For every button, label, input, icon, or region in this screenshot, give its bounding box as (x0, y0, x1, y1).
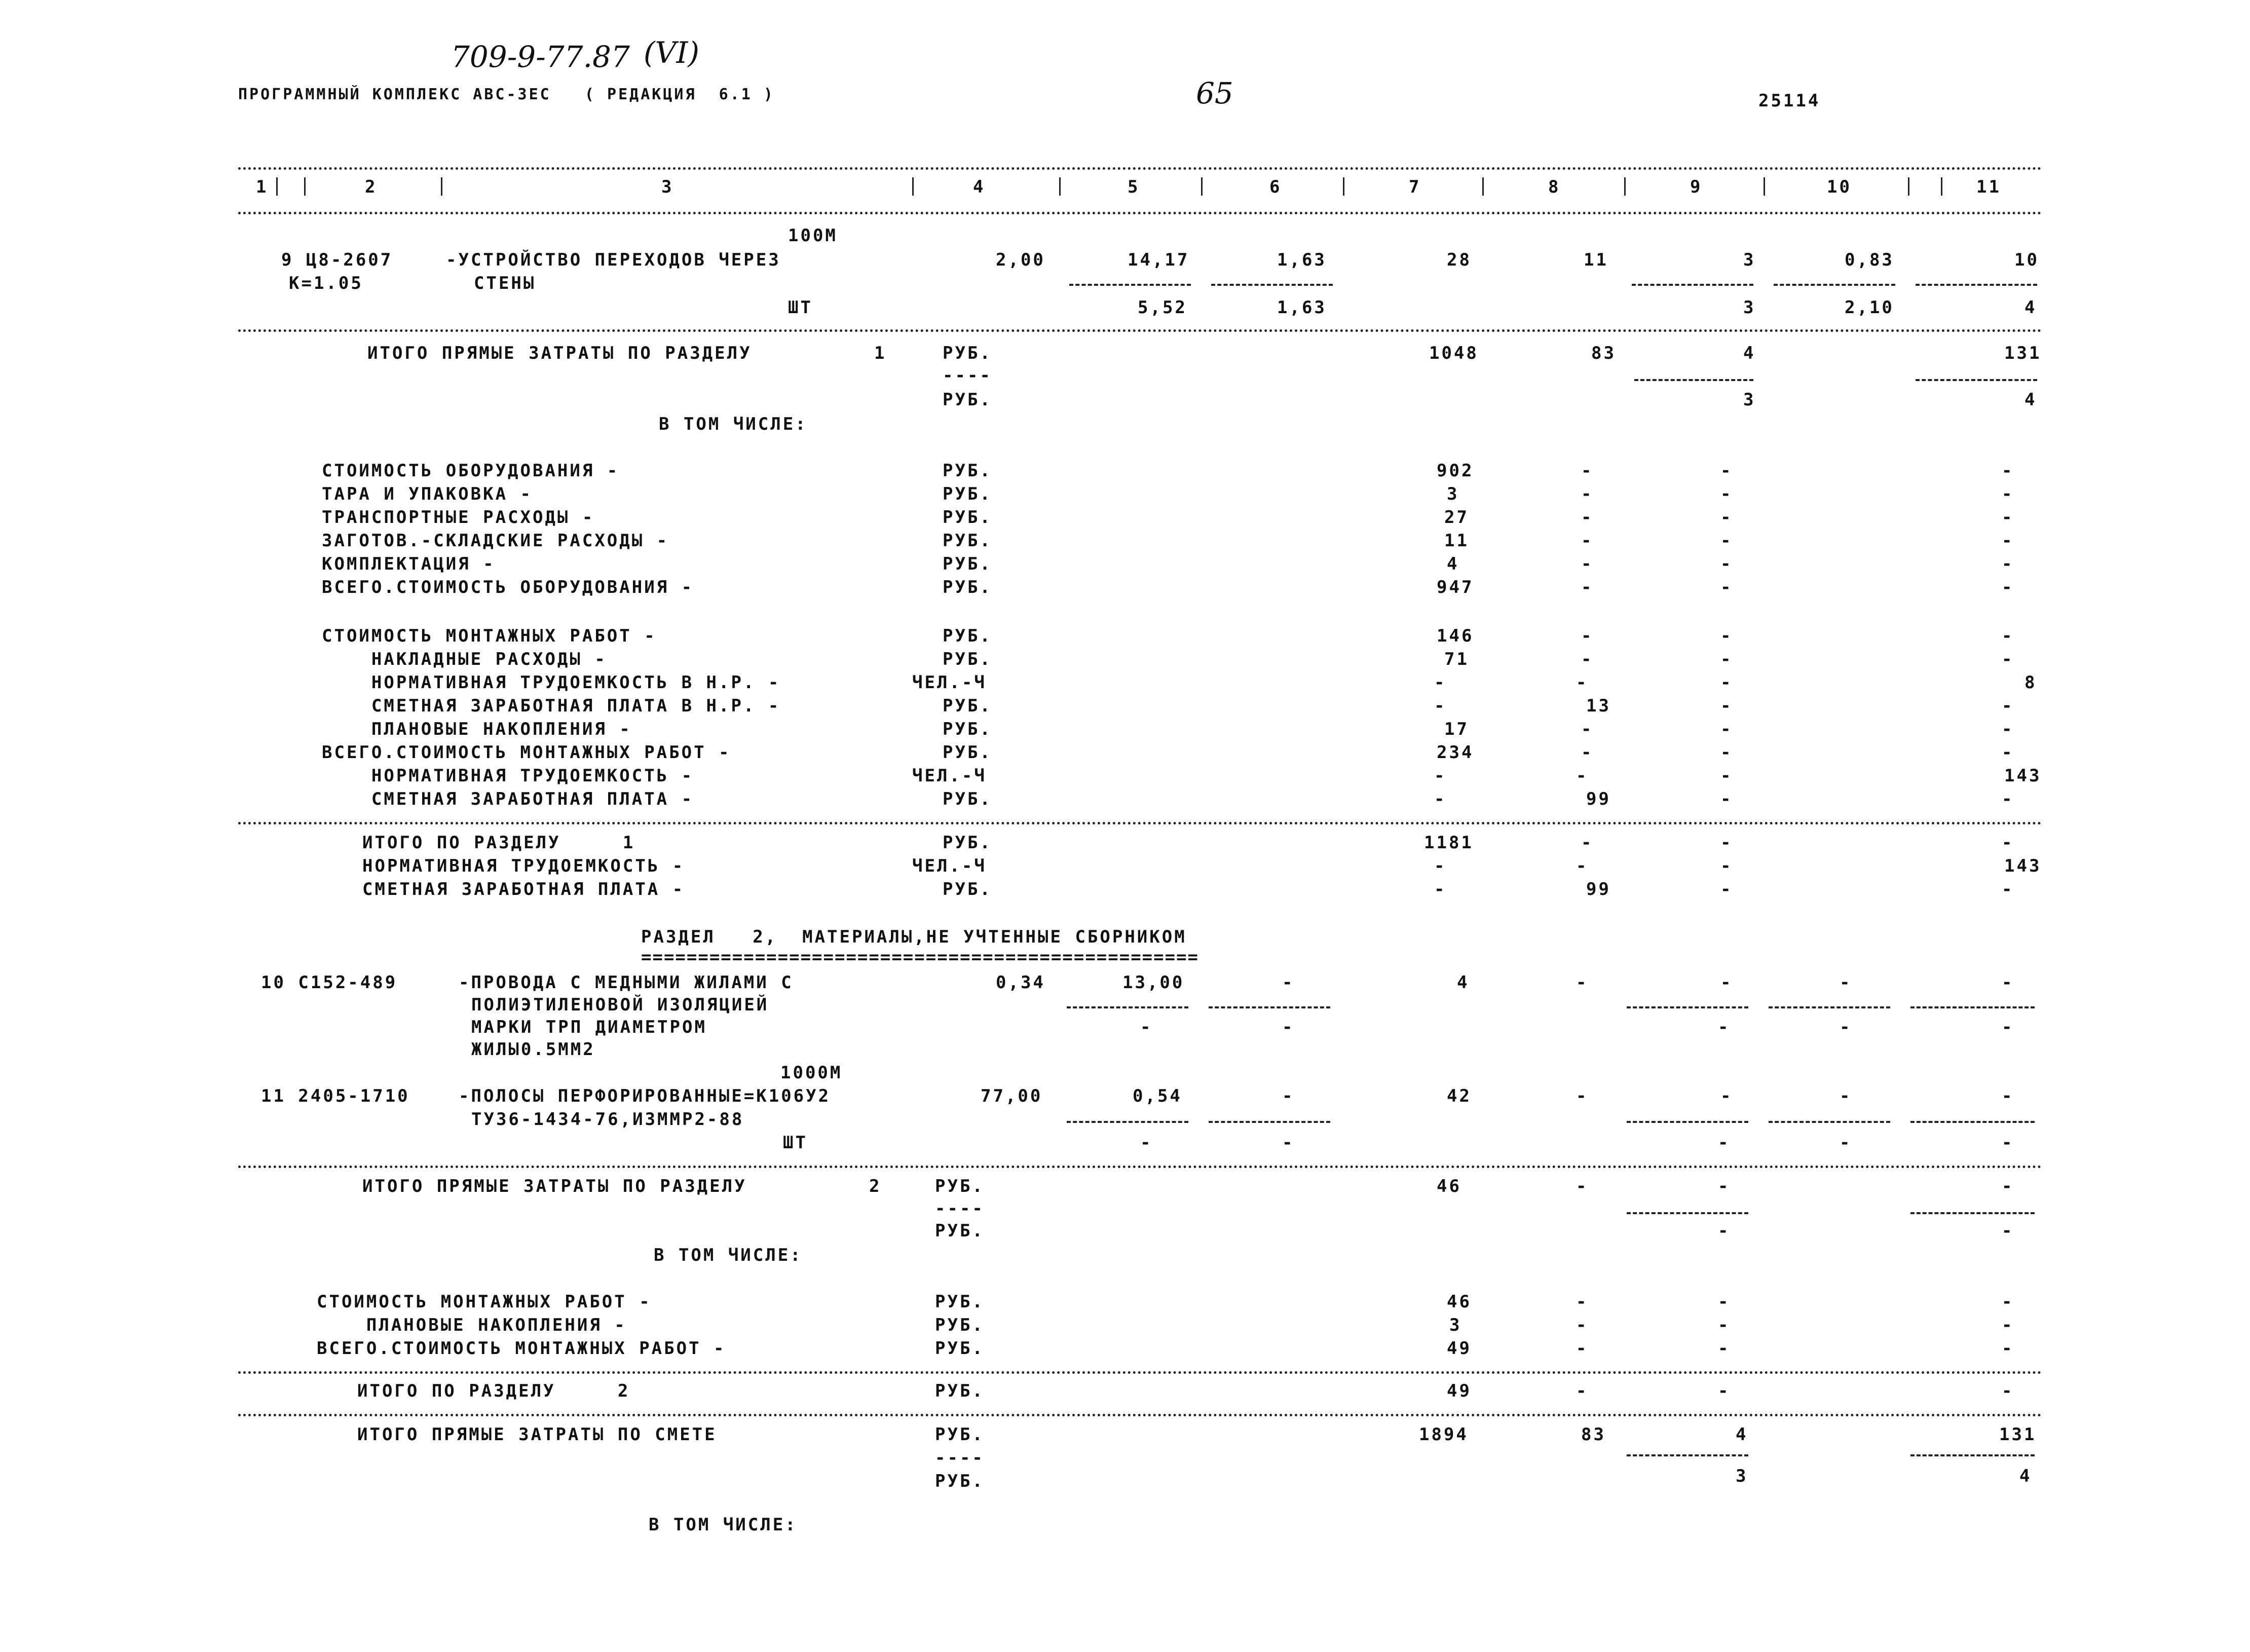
c5: 0,54 (1133, 1086, 1182, 1106)
row-label: ТАРА И УПАКОВКА - (322, 484, 533, 504)
item-name: -ПОЛОСЫ ПЕРФОРИРОВАННЫЕ=К106У2 (459, 1086, 831, 1106)
unit: РУБ. (943, 696, 992, 716)
unit: ШТ (788, 297, 813, 318)
c9: - (1720, 531, 1733, 551)
section-num: 2 (869, 1176, 882, 1196)
c9: - (1718, 1176, 1731, 1196)
col-sep (304, 177, 306, 196)
fraction-bar (1769, 1006, 1890, 1008)
c7: 49 (1447, 1338, 1472, 1359)
c8: - (1576, 1338, 1589, 1359)
unit: РУБ. (943, 879, 992, 899)
c11: - (2002, 972, 2014, 993)
c5: - (1140, 1133, 1153, 1153)
page-number: 65 (1196, 76, 1233, 110)
col-sep (1908, 177, 1909, 196)
item-number-code: 10 С152-489 (261, 972, 398, 993)
coefficient: К=1.05 (289, 273, 363, 293)
header-bottom-rule (238, 212, 2042, 214)
c11: - (2002, 626, 2014, 646)
fraction-bar (1627, 1454, 1748, 1456)
c9: 4 (1736, 1424, 1748, 1445)
c7: 234 (1437, 742, 1474, 763)
c8: 83 (1581, 1424, 1606, 1445)
c11: - (2002, 1086, 2014, 1106)
row-label: ВСЕГО.СТОИМОСТЬ МОНТАЖНЫХ РАБОТ - (317, 1338, 726, 1359)
col-sep (1941, 177, 1942, 196)
c8: - (1576, 1086, 1589, 1106)
c9: - (1718, 1381, 1731, 1401)
unit: РУБ. (935, 1221, 985, 1241)
c6: - (1282, 972, 1295, 993)
c11: - (2002, 1176, 2014, 1196)
unit: ШТ (783, 1133, 808, 1153)
col-sep (912, 177, 914, 196)
unit: РУБ. (935, 1471, 985, 1491)
item-name: -УСТРОЙСТВО ПЕРЕХОДОВ ЧЕРЕЗ (446, 250, 781, 270)
unit: 1000М (780, 1063, 843, 1083)
unit: РУБ. (943, 461, 992, 481)
c7: 1894 (1419, 1424, 1469, 1445)
c11: 4 (2019, 1466, 2032, 1486)
c8: - (1576, 672, 1589, 693)
c8: - (1581, 531, 1594, 551)
row-label: СМЕТНАЯ ЗАРАБОТНАЯ ПЛАТА - (322, 789, 694, 809)
album-number: (VI) (644, 35, 700, 70)
qty: 77,00 (981, 1086, 1043, 1106)
unit: ЧЕЛ.-Ч (912, 672, 987, 693)
c9: 3 (1743, 297, 1756, 318)
c9: - (1720, 696, 1733, 716)
unit: РУБ. (943, 719, 992, 739)
c7: 11 (1444, 531, 1469, 551)
row-label: СМЕТНАЯ ЗАРАБОТНАЯ ПЛАТА - (362, 879, 685, 899)
c11: - (2002, 1133, 2014, 1153)
c11: - (2002, 742, 2014, 763)
col-num: 9 (1690, 177, 1703, 197)
col-num: 1 (256, 177, 269, 197)
col-sep (1201, 177, 1203, 196)
c9: - (1718, 1017, 1731, 1037)
row-label: ТРАНСПОРТНЫЕ РАСХОДЫ - (322, 507, 595, 528)
col-sep (441, 177, 442, 196)
c11: 8 (2024, 672, 2037, 693)
c8: - (1576, 972, 1589, 993)
c7: 146 (1437, 626, 1474, 646)
unit: РУБ. (943, 833, 992, 853)
item-number-code: 9 Ц8-2607 (281, 250, 393, 270)
fraction-bar (1910, 1006, 2035, 1008)
c11: 143 (2004, 766, 2042, 786)
fraction-bar (1211, 284, 1333, 286)
qty: 0,34 (996, 972, 1045, 993)
unit: РУБ. (943, 554, 992, 574)
c7: - (1434, 856, 1447, 876)
row-label: СТОИМОСТЬ ОБОРУДОВАНИЯ - (322, 461, 620, 481)
c9: - (1718, 1315, 1731, 1335)
c5: 14,17 (1128, 250, 1190, 270)
c9: 3 (1736, 1466, 1748, 1486)
c7: - (1434, 766, 1447, 786)
c8: - (1581, 626, 1594, 646)
c10: - (1840, 1086, 1852, 1106)
c8: 11 (1584, 250, 1608, 270)
c9: 4 (1743, 343, 1756, 363)
row-label: СМЕТНАЯ ЗАРАБОТНАЯ ПЛАТА В Н.Р. - (322, 696, 781, 716)
c11: - (2002, 719, 2014, 739)
c8: - (1581, 484, 1594, 504)
unit: РУБ. (943, 626, 992, 646)
row-label: НОРМАТИВНАЯ ТРУДОЕМКОСТЬ - (322, 766, 694, 786)
c7: - (1434, 672, 1447, 693)
col-num: 11 (1976, 177, 2001, 197)
c9: - (1720, 972, 1733, 993)
c9: - (1720, 626, 1733, 646)
rule (238, 1414, 2042, 1416)
c7: 71 (1444, 649, 1469, 669)
rule (238, 1166, 2042, 1168)
c11: - (2002, 1017, 2014, 1037)
c8: - (1576, 766, 1589, 786)
c8: - (1581, 577, 1594, 597)
unit: РУБ. (943, 531, 992, 551)
c6: 1,63 (1277, 297, 1327, 318)
c7: 49 (1447, 1381, 1472, 1401)
c9: - (1720, 672, 1733, 693)
row-label: ИТОГО ПО РАЗДЕЛУ 2 (357, 1381, 630, 1401)
item-name: СТЕНЫ (474, 273, 536, 293)
c7: 3 (1449, 1315, 1462, 1335)
c8: - (1576, 856, 1589, 876)
fraction-bar (1769, 1121, 1890, 1123)
c10: 0,83 (1845, 250, 1894, 270)
c11: - (2002, 696, 2014, 716)
label: ИТОГО ПРЯМЫЕ ЗАТРАТЫ ПО РАЗДЕЛУ (367, 343, 752, 363)
c9: - (1718, 1133, 1731, 1153)
fraction-bar (1067, 1121, 1188, 1123)
fraction-bar (1627, 1212, 1748, 1214)
c9: 3 (1743, 390, 1756, 410)
row-label: СТОИМОСТЬ МОНТАЖНЫХ РАБОТ - (322, 626, 657, 646)
col-sep (1624, 177, 1626, 196)
c11: - (2002, 507, 2014, 528)
c7: 4 (1457, 972, 1470, 993)
table-top-rule (238, 167, 2042, 170)
unit: РУБ. (935, 1176, 985, 1196)
unit-bar: ---- (935, 1448, 985, 1468)
c9: - (1720, 1086, 1733, 1106)
c11: - (2002, 1381, 2014, 1401)
c11: 143 (2004, 856, 2042, 876)
row-label: КОМПЛЕКТАЦИЯ - (322, 554, 496, 574)
fraction-bar (1774, 284, 1895, 286)
c11: - (2002, 461, 2014, 481)
fraction-bar (1632, 284, 1753, 286)
c11: - (2002, 1221, 2014, 1241)
fraction-bar (1910, 1121, 2035, 1123)
c6: - (1282, 1133, 1295, 1153)
col-num: 3 (661, 177, 674, 197)
row-label: СТОИМОСТЬ МОНТАЖНЫХ РАБОТ - (317, 1292, 652, 1312)
col-sep (1059, 177, 1061, 196)
section-2-underline: ================================================= (641, 947, 1199, 967)
unit: РУБ. (935, 1315, 985, 1335)
col-num: 4 (973, 177, 986, 197)
c11: - (2002, 649, 2014, 669)
rule (238, 822, 2042, 824)
section-2-title: РАЗДЕЛ 2, МАТЕРИАЛЫ,НЕ УЧТЕННЫЕ СБОРНИКОМ (641, 927, 1187, 947)
unit: РУБ. (935, 1338, 985, 1359)
c9: - (1720, 577, 1733, 597)
c8: - (1581, 719, 1594, 739)
unit-bar: ---- (935, 1198, 985, 1219)
including-heading: В ТОМ ЧИСЛЕ: (659, 414, 808, 434)
sheet-number: 25114 (1758, 91, 1821, 111)
c9: - (1718, 1221, 1731, 1241)
c7: 1181 (1424, 833, 1474, 853)
c7: 27 (1444, 507, 1469, 528)
c10: 2,10 (1845, 297, 1894, 318)
c11: - (2002, 1315, 2014, 1335)
c8: - (1576, 1292, 1589, 1312)
rule (238, 329, 2042, 332)
row-label: ИТОГО ПО РАЗДЕЛУ 1 (362, 833, 635, 853)
c9: - (1720, 742, 1733, 763)
unit: РУБ. (935, 1292, 985, 1312)
label: ИТОГО ПРЯМЫЕ ЗАТРАТЫ ПО РАЗДЕЛУ (362, 1176, 747, 1196)
row-label: ПЛАНОВЫЕ НАКОПЛЕНИЯ - (322, 719, 632, 739)
row-label: НОРМАТИВНАЯ ТРУДОЕМКОСТЬ В Н.Р. - (322, 672, 781, 693)
c11: - (2002, 577, 2014, 597)
col-num: 5 (1128, 177, 1140, 197)
col-sep (276, 177, 278, 196)
c7: - (1434, 879, 1447, 899)
item-name: ТУ36-1434-76,И3ММР2-88 (471, 1109, 744, 1130)
fraction-bar (1209, 1121, 1330, 1123)
fraction-bar (1067, 1006, 1188, 1008)
fraction-bar (1209, 1006, 1330, 1008)
unit: РУБ. (943, 507, 992, 528)
c8: - (1581, 833, 1594, 853)
c8: 13 (1586, 696, 1611, 716)
c7: - (1434, 789, 1447, 809)
c9: - (1720, 649, 1733, 669)
c7: 1048 (1429, 343, 1479, 363)
row-label: ЗАГОТОВ.-СКЛАДСКИЕ РАСХОДЫ - (322, 531, 669, 551)
c9: - (1720, 879, 1733, 899)
c11: - (2002, 833, 2014, 853)
col-num: 2 (365, 177, 378, 197)
fraction-bar (1069, 284, 1191, 286)
c8: - (1576, 1176, 1589, 1196)
col-sep (1764, 177, 1765, 196)
item-name: -ПРОВОДА С МЕДНЫМИ ЖИЛАМИ С (459, 972, 794, 993)
unit: РУБ. (935, 1424, 985, 1445)
c10: - (1840, 1017, 1852, 1037)
unit: РУБ. (943, 390, 992, 410)
fraction-bar (1627, 1006, 1748, 1008)
c8: 83 (1591, 343, 1616, 363)
c7: 3 (1447, 484, 1459, 504)
c11: 131 (1999, 1424, 2037, 1445)
item-number-code: 11 2405-1710 (261, 1086, 410, 1106)
c11: - (2002, 789, 2014, 809)
c7: - (1434, 696, 1447, 716)
c8: - (1581, 461, 1594, 481)
col-num: 6 (1269, 177, 1282, 197)
c7: 17 (1444, 719, 1469, 739)
unit: 100М (788, 226, 838, 246)
item-name: МАРКИ ТРП ДИАМЕТРОМ (471, 1017, 707, 1037)
c8: - (1581, 554, 1594, 574)
c11: - (2002, 554, 2014, 574)
c9: - (1720, 766, 1733, 786)
c8: - (1581, 742, 1594, 763)
col-num: 8 (1548, 177, 1561, 197)
c9: - (1718, 1292, 1731, 1312)
c11: 4 (2024, 390, 2037, 410)
c9: - (1720, 461, 1733, 481)
unit: РУБ. (935, 1381, 985, 1401)
unit: РУБ. (943, 789, 992, 809)
c5: - (1140, 1017, 1153, 1037)
program-header: ПРОГРАММНЫЙ КОМПЛЕКС АВС-3ЕС ( РЕДАКЦИЯ 6.1 ) (238, 86, 775, 103)
c9: - (1720, 789, 1733, 809)
c5: 13,00 (1122, 972, 1185, 993)
c9: - (1720, 484, 1733, 504)
c6: 1,63 (1277, 250, 1327, 270)
c10: - (1840, 1133, 1852, 1153)
c8: - (1581, 649, 1594, 669)
c8: - (1581, 507, 1594, 528)
unit: ЧЕЛ.-Ч (912, 766, 987, 786)
section-num: 1 (874, 343, 887, 363)
including-heading: В ТОМ ЧИСЛЕ: (654, 1245, 803, 1265)
c11: - (2002, 1292, 2014, 1312)
unit: РУБ. (943, 343, 992, 363)
c8: 99 (1586, 789, 1611, 809)
including-heading: В ТОМ ЧИСЛЕ: (649, 1515, 798, 1535)
c9: - (1720, 507, 1733, 528)
project-code: 709-9-77.87 (451, 40, 630, 74)
c11: - (2002, 879, 2014, 899)
rule (238, 1371, 2042, 1374)
row-label: ПЛАНОВЫЕ НАКОПЛЕНИЯ - (317, 1315, 627, 1335)
unit: ЧЕЛ.-Ч (912, 856, 987, 876)
c9: - (1718, 1338, 1731, 1359)
c6: - (1282, 1086, 1295, 1106)
item-name: ПОЛИЭТИЛЕНОВОЙ ИЗОЛЯЦИЕЙ (471, 995, 769, 1015)
unit: РУБ. (943, 577, 992, 597)
col-num: 7 (1409, 177, 1421, 197)
qty: 2,00 (996, 250, 1045, 270)
c9: - (1720, 856, 1733, 876)
c7: 947 (1437, 577, 1474, 597)
c9: 3 (1743, 250, 1756, 270)
c11: 4 (2024, 297, 2037, 318)
c9: - (1720, 554, 1733, 574)
unit-bar: ---- (943, 365, 992, 386)
c10: - (1840, 972, 1852, 993)
row-label: НОРМАТИВНАЯ ТРУДОЕМКОСТЬ - (362, 856, 685, 876)
c11: 10 (2014, 250, 2039, 270)
c7: 46 (1447, 1292, 1472, 1312)
c8: - (1576, 1381, 1589, 1401)
label: ИТОГО ПРЯМЫЕ ЗАТРАТЫ ПО СМЕТЕ (357, 1424, 717, 1445)
col-sep (1482, 177, 1484, 196)
unit: РУБ. (943, 742, 992, 763)
c5: 5,52 (1138, 297, 1187, 318)
fraction-bar (1634, 379, 1753, 381)
c7: 902 (1437, 461, 1474, 481)
col-sep (1343, 177, 1344, 196)
c11: - (2002, 484, 2014, 504)
c8: 99 (1586, 879, 1611, 899)
unit: РУБ. (943, 484, 992, 504)
row-label: ВСЕГО.СТОИМОСТЬ МОНТАЖНЫХ РАБОТ - (322, 742, 731, 763)
c9: - (1720, 833, 1733, 853)
c8: - (1576, 1315, 1589, 1335)
c7: 46 (1437, 1176, 1461, 1196)
c9: - (1720, 719, 1733, 739)
unit: РУБ. (943, 649, 992, 669)
fraction-bar (1910, 1212, 2035, 1214)
col-num: 10 (1827, 177, 1852, 197)
item-name: ЖИЛЫ0.5ММ2 (471, 1039, 595, 1060)
c7: 28 (1447, 250, 1472, 270)
c7: 4 (1447, 554, 1459, 574)
c11: - (2002, 1338, 2014, 1359)
row-label: ВСЕГО.СТОИМОСТЬ ОБОРУДОВАНИЯ - (322, 577, 694, 597)
fraction-bar (1916, 379, 2037, 381)
c11: 131 (2004, 343, 2042, 363)
row-label: НАКЛАДНЫЕ РАСХОДЫ - (322, 649, 607, 669)
c11: - (2002, 531, 2014, 551)
c7: 42 (1447, 1086, 1472, 1106)
fraction-bar (1910, 1454, 2035, 1456)
fraction-bar (1627, 1121, 1748, 1123)
fraction-bar (1916, 284, 2037, 286)
c6: - (1282, 1017, 1295, 1037)
